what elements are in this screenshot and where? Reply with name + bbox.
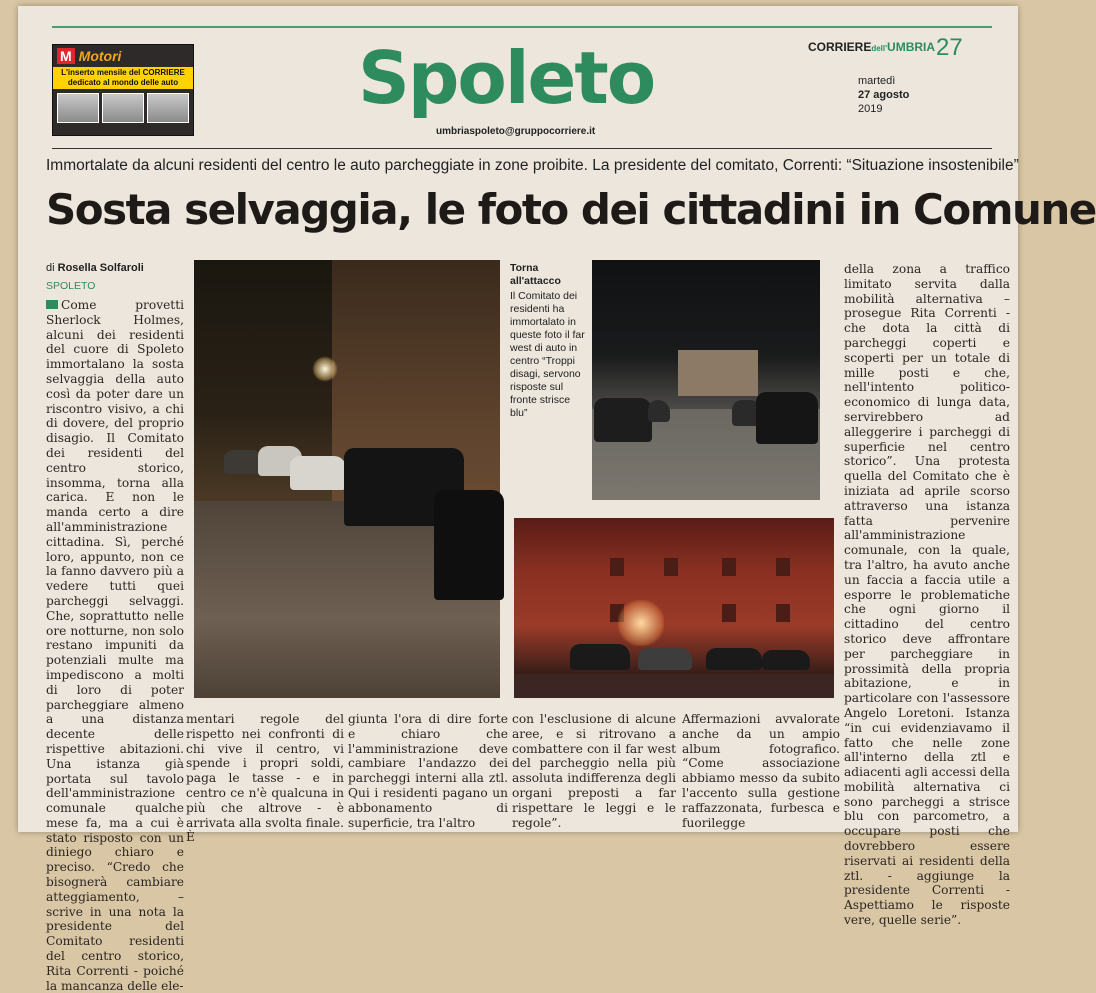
article-column-5: Affermazioni avvalorate anche da un ampio album fotografico. “Come associazione abbiamo messo da subito l'accento sulla gestione raffazzonata, furbesca e fuorilegge <box>682 712 840 830</box>
newspaper-name <box>808 40 935 54</box>
masthead-divider <box>52 148 992 149</box>
photo-caption <box>510 262 590 420</box>
date-year: 2019 <box>858 103 883 115</box>
photo-night-street <box>194 260 500 698</box>
article-column-1 <box>46 298 184 993</box>
top-rule <box>52 26 992 28</box>
caption-title: Torna all'attacco <box>510 262 561 287</box>
photo-window <box>722 558 736 576</box>
ad-text-line1: L'inserto mensile del CORRIERE <box>61 68 185 77</box>
paper-name-prefix: CORRIERE <box>808 40 872 54</box>
motori-ad[interactable] <box>52 44 194 136</box>
photo-red-building <box>514 518 834 698</box>
photo-car <box>434 490 504 600</box>
article-start-marker <box>46 300 58 309</box>
byline <box>46 262 144 274</box>
paper-name-suffix: UMBRIA <box>887 40 936 54</box>
ad-thumbnails <box>53 89 193 127</box>
ad-thumbnail <box>147 93 189 123</box>
photo-car <box>756 392 818 444</box>
page-number: 27 <box>936 34 963 61</box>
article-headline: Sosta selvaggia, le foto dei cittadini in Comune <box>46 185 1096 234</box>
article-column-2: mentari regole del rispetto nei confronti di chi vive il centro, vi spende i propri soldi, paga le tasse - e in centro ce n'è qualcuna in più che altrove - è arrivata alla svolta finale. È <box>186 712 344 845</box>
photo-car <box>648 400 670 422</box>
paper-name-connector: dell' <box>871 44 888 53</box>
ad-logo <box>53 45 193 67</box>
ad-logo-name: Motori <box>78 48 122 64</box>
article-column-6: della zona a traffico limitato servita dalla mobilità alternativa – prosegue Rita Correnti - che dota la città di parcheggi coperti e scoperti per un totale di mille posti e che, nell'intento politico-economico di lunga data, servirebbero ad alleggerire i parcheggi di superficie nel centro storico”. Una protesta quella del Comitato che è iniziata ad aprile scorso attraverso una istanza fatta pervenire all'amministrazione comunale, con la quale, tra l'altro, ha avuto anche un faccia a faccia utile a esporre le problematiche che ogni giorno il cittadino del centro storico deve affrontare per parcheggiare in prossimità della propria abitazione, e in particolare con l'assessore Angelo Loretoni. Istanza “in cui evidenziavamo il fatto che nelle zone all'interno della ztl e adiacenti agli accessi della mobilità alternativa ci sono parcheggi a strisce blu con parcometro, a occupare posti che dovrebbero essere riservati ai residenti della ztl. - aggiunge la presidente Correnti - Aspettiamo le risposte vere, quelle serie”. <box>844 262 1011 928</box>
dateline-location: SPOLETO <box>46 280 96 292</box>
photo-parking-square <box>592 260 820 500</box>
article-column-3: giunta l'ora di dire forte e chiaro che l'amministrazione deve cambiare l'andazzo dei parcheggi interni alla ztl. Qui i residenti pagano un abbonamento di superficie, tra l'altro <box>348 712 508 830</box>
section-email[interactable]: umbriaspoleto@gruppocorriere.it <box>436 126 596 137</box>
ad-logo-mark: M <box>57 48 75 64</box>
photo-car <box>594 398 652 442</box>
issue-date <box>858 74 909 116</box>
photo-window <box>776 558 790 576</box>
byline-author: Rosella Solfaroli <box>57 262 144 274</box>
caption-text: Il Comitato dei residenti ha immortalato in queste foto il far west di auto in centro “Troppi disagi, servono risposte sul fronte strisce blu” <box>510 290 585 419</box>
photo-car <box>706 648 762 670</box>
photo-car <box>638 648 692 670</box>
article-kicker: Immortalate da alcuni residenti del centro le auto parcheggiate in zone proibite. La presidente del comitato, Correnti: “Situazione insostenibile” <box>46 157 1019 174</box>
photo-window <box>722 604 736 622</box>
date-day-month: 27 agosto <box>858 89 910 101</box>
photo-door-light <box>618 600 664 646</box>
photo-window <box>776 604 790 622</box>
photo-car <box>570 644 630 670</box>
byline-prefix: di <box>46 262 55 274</box>
ad-thumbnail <box>57 93 99 123</box>
ad-text-line2: dedicato al mondo delle auto <box>67 78 179 87</box>
photo-road <box>514 674 834 698</box>
newspaper-page <box>18 6 1096 993</box>
photo-street-lamp <box>312 356 338 382</box>
photo-window <box>664 558 678 576</box>
photo-car <box>290 456 346 490</box>
date-weekday: martedì <box>858 75 896 87</box>
photo-window <box>610 558 624 576</box>
ad-thumbnail <box>102 93 144 123</box>
article-column-4: con l'esclusione di alcune aree, e si ritrovano a combattere con il far west del parcheggio nella più assoluta indifferenza degli organi preposti a far rispettare le leggi e le regole”. <box>512 712 676 830</box>
ad-text <box>53 67 193 89</box>
column-1-text: Come provetti Sherlock Holmes, alcuni dei residenti del cuore di Spoleto immortalano la sosta selvaggia della auto così da poter dare un riscontro visivo, a chi di dovere, del proprio disagio. Il Comitato dei residenti del centro storico, insomma, torna alla carica. E non le manda certo a dire all'amministrazione cittadina. Sì, perché loro, appunto, non ce la fanno davvero più a vedere tutti quei parcheggi selvaggi. Che, soprattutto nelle ore notturne, non solo restano impuniti da potenziali multe ma impediscono a molti di loro di poter parcheggiare almeno a una distanza decente delle rispettive abitazioni. Una istanza già portata sul tavolo dell'amministrazione comunale qualche mese fa, ma a cui è stato risposto con un diniego chiaro e preciso. “Credo che bisognerà cambiare atteggiamento, – scrive in una nota la presidente del Comitato residenti del centro storico, Rita Correnti - poiché la mancanza delle ele- <box>46 298 184 993</box>
section-title: Spoleto <box>358 36 655 120</box>
photo-building <box>678 350 758 396</box>
photo-car <box>762 650 810 670</box>
